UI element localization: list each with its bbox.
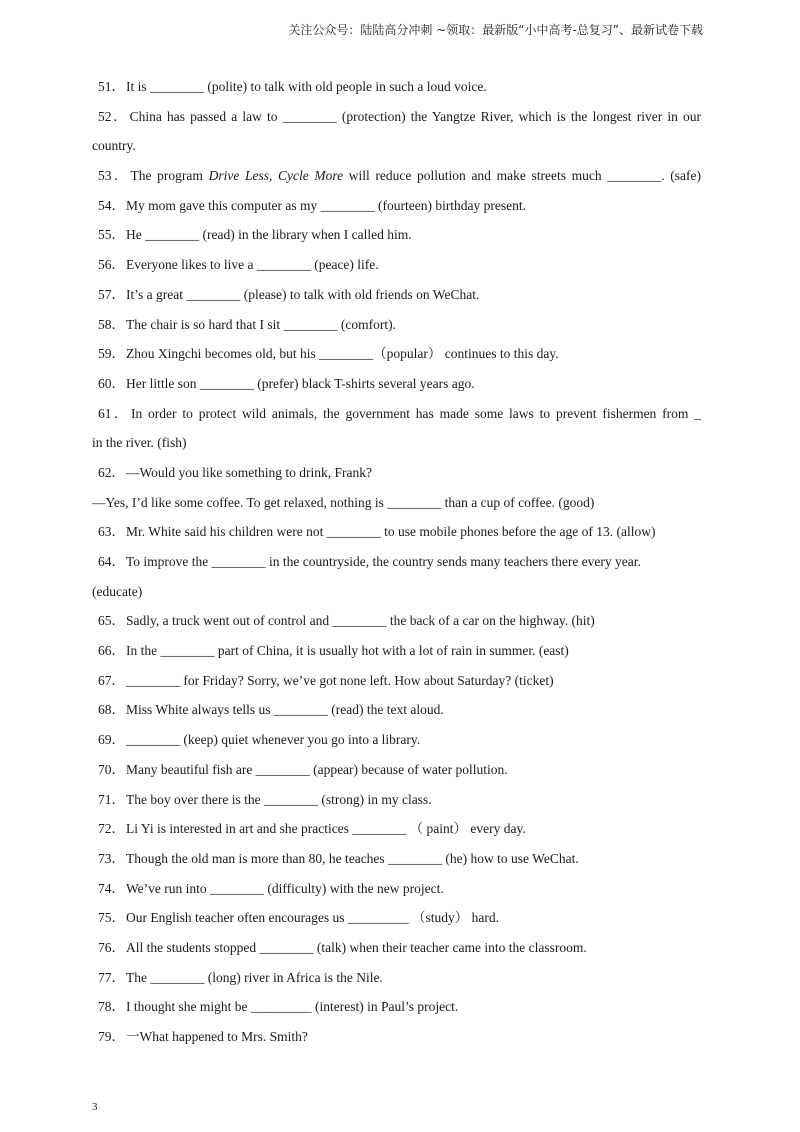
question-text: Li Yi is interested in art and she practices ________ （ paint） every day. [126, 821, 526, 837]
question-number: 78． [98, 999, 125, 1015]
question-text: Everyone likes to live a ________ (peace) life. [126, 257, 379, 273]
question-71 [92, 785, 701, 815]
question-text: ________ for Friday? Sorry, we’ve got none left. How about Saturday? (ticket) [126, 672, 554, 688]
question-text: China has passed a law to ________ (protection) the Yangtze River, which is the longest river in our [129, 108, 701, 124]
question-62-continuation: —Yes, I’d like some coffee. To get relaxed, nothing is ________ than a cup of coffee. (good) [92, 494, 595, 510]
question-text-after: will reduce pollution and make streets much ________. (safe) [343, 168, 701, 184]
question-68 [92, 695, 701, 725]
question-text: To improve the ________ in the countryside, the country sends many teachers there every year. [126, 554, 641, 569]
question-number: 56． [98, 257, 125, 273]
question-73 [92, 844, 701, 874]
question-66 [92, 636, 701, 666]
question-70 [92, 755, 701, 785]
question-text: Mr. White said his children were not ________ to use mobile phones before the age of 13. (allow) [126, 524, 656, 540]
question-72 [92, 814, 701, 844]
question-60 [92, 369, 701, 399]
question-63 [92, 517, 701, 547]
page-header-promo: 关注公众号：陆陆高分冲刺 ~领取：最新版“小中高考-总复习”、最新试卷下载 [288, 23, 703, 37]
program-title: Drive Less, Cycle More [208, 168, 344, 184]
question-69 [92, 725, 701, 755]
question-number: 71． [98, 791, 125, 807]
question-number: 68． [98, 702, 125, 718]
question-64-continuation: (educate) [92, 583, 143, 599]
question-67 [92, 666, 701, 696]
question-text: Sadly, a truck went out of control and ________ the back of a car on the highway. (hit) [126, 613, 595, 629]
question-55 [92, 220, 701, 250]
question-text: 一What happened to Mrs. Smith? [126, 1029, 308, 1044]
question-number: 53． [98, 168, 130, 184]
question-number: 66． [98, 643, 125, 659]
question-text: The ________ (long) river in Africa is the Nile. [126, 969, 383, 985]
question-53 [92, 161, 701, 191]
question-number: 70． [98, 761, 125, 777]
question-number: 75． [98, 910, 125, 926]
question-number: 57． [98, 286, 125, 302]
question-65 [92, 606, 701, 636]
question-text: Our English teacher often encourages us _________ （study） hard. [126, 910, 500, 926]
question-text: All the students stopped ________ (talk) when their teacher came into the classroom. [126, 939, 587, 955]
question-number: 61． [98, 405, 130, 421]
question-number: 60． [98, 375, 125, 391]
question-text: Zhou Xingchi becomes old, but his ________（popular） continues to this day. [126, 346, 559, 362]
question-text: The boy over there is the ________ (strong) in my class. [126, 791, 432, 807]
question-number: 52． [98, 108, 129, 124]
question-76 [92, 933, 701, 963]
question-number: 77． [98, 969, 125, 985]
question-number: 74． [98, 880, 125, 896]
question-text: ________ (keep) quiet whenever you go into a library. [126, 732, 421, 748]
question-text: Her little son ________ (prefer) black T-shirts several years ago. [126, 375, 475, 391]
question-61-continuation: in the river. (fish) [92, 435, 187, 451]
question-51 [92, 72, 701, 102]
question-number: 76． [98, 939, 125, 955]
page-number: 3 [92, 1101, 98, 1113]
question-77 [92, 963, 701, 993]
question-number: 51． [98, 79, 125, 94]
question-75 [92, 903, 701, 933]
question-text: Many beautiful fish are ________ (appear) because of water pollution. [126, 761, 508, 777]
question-text: —Would you like something to drink, Frank? [126, 464, 373, 480]
question-number: 67． [98, 672, 125, 688]
question-74 [92, 874, 701, 904]
question-number: 55． [98, 227, 125, 243]
question-number: 73． [98, 850, 125, 866]
question-number: 79． [98, 1029, 125, 1044]
question-54 [92, 191, 701, 221]
question-text-before: The program [130, 168, 209, 184]
question-56 [92, 250, 701, 280]
question-text: We’ve run into ________ (difficulty) with the new project. [126, 880, 444, 896]
question-text: My mom gave this computer as my ________ (fourteen) birthday present. [126, 197, 527, 213]
question-78 [92, 992, 701, 1022]
question-text: It’s a great ________ (please) to talk with old friends on WeChat. [126, 286, 480, 302]
question-text: He ________ (read) in the library when I called him. [126, 227, 412, 243]
question-number: 54． [98, 197, 125, 213]
question-52-continuation: country. [92, 138, 136, 154]
question-text: Miss White always tells us ________ (read) the text aloud. [126, 702, 444, 718]
question-number: 64． [98, 554, 125, 569]
question-text: In order to protect wild animals, the government has made some laws to prevent fishermen from _ [130, 405, 701, 421]
question-79 [92, 1022, 701, 1052]
question-text: It is ________ (polite) to talk with old people in such a loud voice. [126, 79, 487, 94]
question-text: The chair is so hard that I sit ________ (comfort). [126, 316, 396, 332]
question-number: 58． [98, 316, 125, 332]
question-58 [92, 310, 701, 340]
question-57 [92, 280, 701, 310]
question-text: I thought she might be _________ (interest) in Paul’s project. [126, 999, 459, 1015]
question-62 [92, 458, 701, 488]
question-number: 72． [98, 821, 125, 837]
question-61 [92, 399, 701, 429]
question-number: 62． [98, 464, 125, 480]
question-59 [92, 339, 701, 369]
question-number: 69． [98, 732, 125, 748]
question-text: In the ________ part of China, it is usually hot with a lot of rain in summer. (east) [126, 643, 569, 659]
exercise-list [92, 72, 701, 1052]
question-text: Though the old man is more than 80, he teaches ________ (he) how to use WeChat. [126, 850, 579, 866]
question-number: 59． [98, 346, 125, 362]
question-52 [92, 102, 701, 132]
question-number: 63． [98, 524, 125, 540]
question-64 [92, 547, 701, 577]
question-number: 65． [98, 613, 125, 629]
